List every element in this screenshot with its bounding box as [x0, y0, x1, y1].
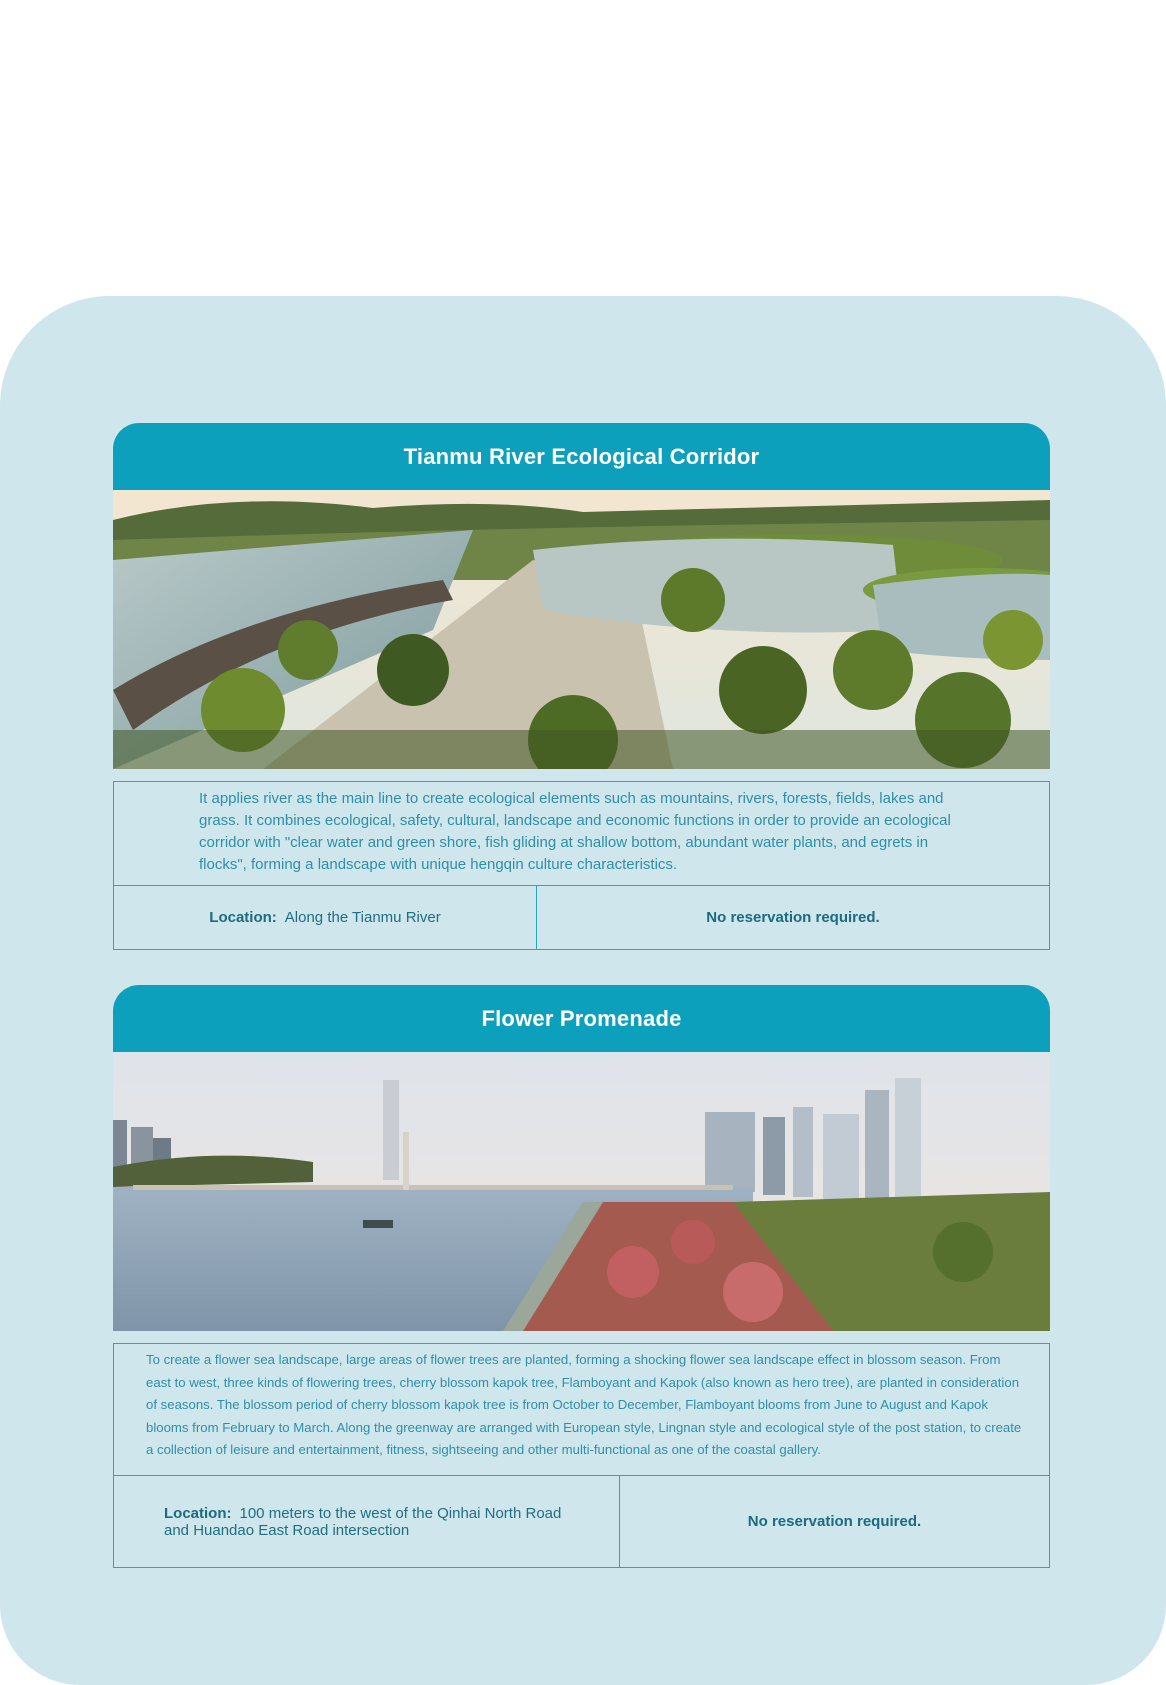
card-title: Tianmu River Ecological Corridor	[113, 423, 1050, 490]
location-label: Location:	[164, 1504, 232, 1522]
location-value: Along the Tianmu River	[284, 909, 441, 926]
flower-promenade-photo	[113, 1052, 1050, 1331]
location-cell	[114, 886, 537, 949]
card-description: To create a flower sea landscape, large areas of flower trees are planted, forming a shocking flower sea landscape effect in blossom season. From east to west, three kinds of flowering trees, cherry blossom kapok tree, Flamboyant and Kapok (also known as hero tree), are planted in consideration of seasons. The blossom period of cherry blossom kapok tree is from October to December, Flamboyant blooms from June to August and Kapok blooms from February to March. Along the greenway are arranged with European style, Lingnan style and ecological style of the post station, to create a collection of leisure and entertainment, fitness, sightseeing and other multi-functional as one of the coastal gallery.	[113, 1343, 1050, 1475]
card-info-row	[113, 1475, 1050, 1568]
location-text	[164, 1505, 589, 1539]
location-cell	[114, 1476, 620, 1567]
tianmu-river-photo	[113, 490, 1050, 769]
reservation-note: No reservation required.	[747, 1513, 922, 1530]
card-title: Flower Promenade	[113, 985, 1050, 1052]
card-info-row	[113, 885, 1050, 950]
location-value: 100 meters to the west of the Qinhai North Road and Huandao East Road intersection	[164, 1504, 562, 1539]
card-description: It applies river as the main line to create ecological elements such as mountains, rivers, forests, fields, lakes and grass. It combines ecological, safety, cultural, landscape and economic functions in order to provide an ecological corridor with "clear water and green shore, fish gliding at shallow bottom, abundant water plants, and egrets in flocks", forming a landscape with unique hengqin culture characteristics.	[113, 781, 1050, 885]
attraction-card-flower	[113, 985, 1050, 1568]
attraction-card-tianmu	[113, 423, 1050, 950]
location-label: Location:	[209, 909, 277, 926]
reservation-note: No reservation required.	[706, 909, 880, 926]
